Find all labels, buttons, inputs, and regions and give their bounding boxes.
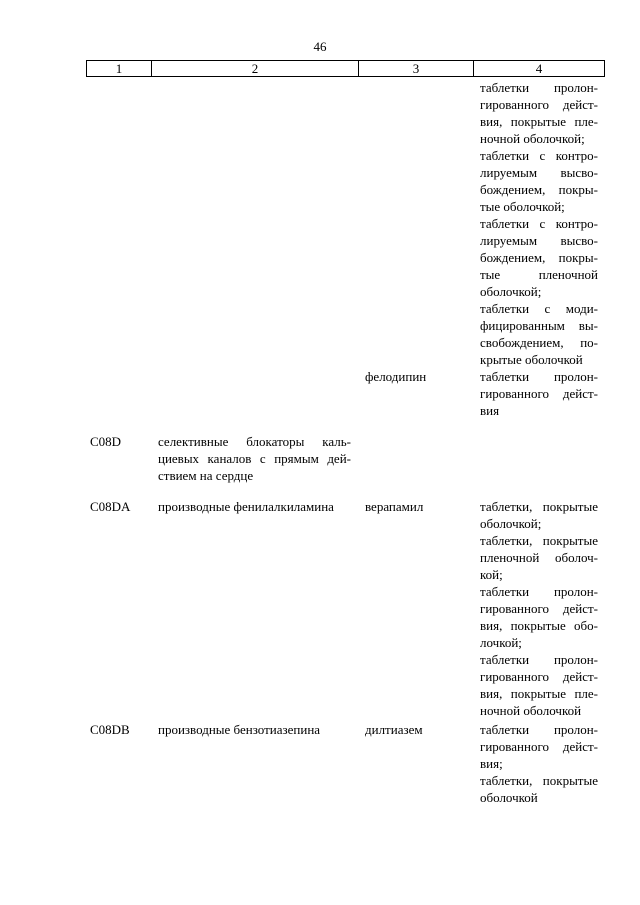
text-line: гированного дейст- bbox=[480, 739, 598, 754]
text-line: гированного дейст- bbox=[480, 97, 598, 112]
text-line: фицированным вы- bbox=[480, 318, 598, 333]
text-line: селективные блокаторы каль- bbox=[158, 434, 351, 449]
drug-name: дилтиазем bbox=[365, 722, 423, 737]
text-line: таблетки пролон- bbox=[480, 722, 598, 737]
text-line: гированного дейст- bbox=[480, 601, 598, 616]
text-line: свобождением, по- bbox=[480, 335, 598, 350]
text-line: вия; bbox=[480, 756, 503, 771]
text-line: лируемым высво- bbox=[480, 165, 598, 180]
text-line: ствием на сердце bbox=[158, 468, 254, 483]
pharmacological-group bbox=[158, 721, 351, 738]
atc-code: C08DB bbox=[90, 722, 130, 737]
text-line: вия, покрытые обо- bbox=[480, 618, 598, 633]
atc-code: C08DA bbox=[90, 499, 131, 514]
text-line: оболочкой; bbox=[480, 516, 542, 531]
text-line: лочкой; bbox=[480, 635, 522, 650]
text-line: гированного дейст- bbox=[480, 669, 598, 684]
text-line: кой; bbox=[480, 567, 503, 582]
text-line: ночной оболочкой; bbox=[480, 131, 585, 146]
text-line: таблетки с моди- bbox=[480, 301, 598, 316]
text-line: крытые оболочкой bbox=[480, 352, 583, 367]
text-line: таблетки с контро- bbox=[480, 148, 598, 163]
text-line: ночной оболочкой bbox=[480, 703, 582, 718]
text-line: бождением, покры- bbox=[480, 182, 598, 197]
text-line: производные фенилалкиламина bbox=[158, 499, 334, 514]
column-header-table bbox=[86, 60, 605, 77]
text-line: гированного дейст- bbox=[480, 386, 598, 401]
column-header-4: 4 bbox=[474, 61, 605, 77]
text-line: производные бензотиазепина bbox=[158, 722, 321, 737]
pharmacological-group bbox=[158, 498, 351, 515]
text-line: таблетки, покрытые bbox=[480, 773, 598, 788]
drug-name: верапамил bbox=[365, 499, 424, 514]
text-line: таблетки пролон- bbox=[480, 584, 598, 599]
text-line: оболочкой bbox=[480, 790, 538, 805]
text-line: циевых каналов с прямым дей- bbox=[158, 451, 351, 466]
column-header-2: 2 bbox=[152, 61, 359, 77]
text-line: тые оболочкой; bbox=[480, 199, 565, 214]
text-line: таблетки пролон- bbox=[480, 80, 598, 95]
dosage-forms bbox=[480, 721, 598, 806]
atc-code: C08D bbox=[90, 434, 122, 449]
column-header-1: 1 bbox=[87, 61, 152, 77]
text-line: лируемым высво- bbox=[480, 233, 598, 248]
column-header-row bbox=[87, 61, 605, 77]
dosage-forms bbox=[480, 498, 598, 719]
drug-name: фелодипин bbox=[365, 369, 427, 384]
text-line: таблетки пролон- bbox=[480, 369, 598, 384]
text-line: вия bbox=[480, 403, 500, 418]
pharmacological-group bbox=[158, 433, 351, 484]
text-line: таблетки, покрытые bbox=[480, 499, 598, 514]
dosage-forms bbox=[480, 368, 598, 419]
text-line: таблетки, покрытые bbox=[480, 533, 598, 548]
text-line: бождением, покры- bbox=[480, 250, 598, 265]
text-line: таблетки с контро- bbox=[480, 216, 598, 231]
text-line: пленочной оболоч- bbox=[480, 550, 598, 565]
column-header-3: 3 bbox=[359, 61, 474, 77]
text-line: оболочкой; bbox=[480, 284, 542, 299]
text-line: тые пленочной bbox=[480, 267, 598, 282]
page-number: 46 bbox=[313, 39, 327, 54]
text-line: вия, покрытые пле- bbox=[480, 686, 598, 701]
dosage-forms bbox=[480, 79, 598, 368]
text-line: вия, покрытые пле- bbox=[480, 114, 598, 129]
text-line: таблетки пролон- bbox=[480, 652, 598, 667]
